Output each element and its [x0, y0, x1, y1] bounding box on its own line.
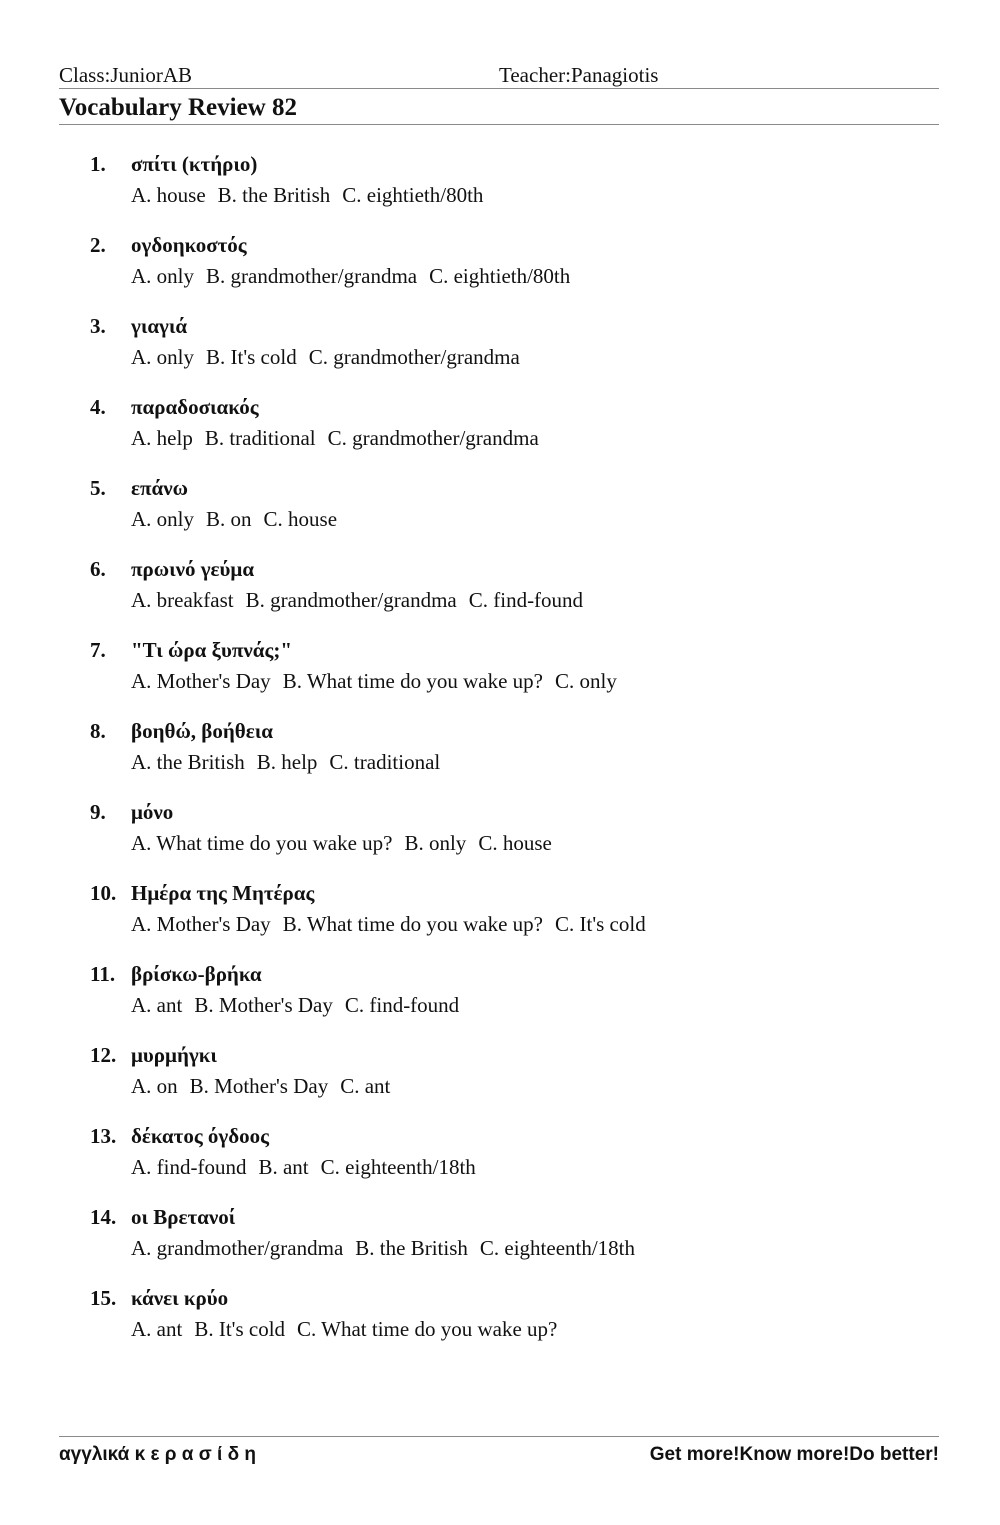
answer-option[interactable]: B. on — [206, 507, 252, 531]
question-item — [90, 231, 950, 312]
question-item — [90, 1041, 950, 1122]
answer-option[interactable]: B. help — [256, 750, 318, 774]
question-number: 6. — [90, 557, 106, 581]
question-number: 15. — [90, 1286, 117, 1310]
answer-option[interactable]: B. the British — [217, 183, 331, 207]
question-item — [90, 717, 950, 798]
answer-options — [131, 586, 595, 614]
answer-options — [131, 1234, 647, 1262]
question-item — [90, 150, 950, 231]
answer-options — [131, 1315, 569, 1343]
header-divider — [59, 88, 939, 89]
answer-options — [131, 748, 452, 776]
answer-option[interactable]: C. house — [263, 507, 338, 531]
question-item — [90, 1203, 950, 1284]
answer-options — [131, 829, 564, 857]
answer-option[interactable]: B. grandmother/grandma — [245, 588, 457, 612]
answer-option[interactable]: A. ant — [131, 993, 183, 1017]
answer-option[interactable]: C. house — [478, 831, 552, 855]
page-title: Vocabulary Review 82 — [59, 94, 297, 121]
question-item — [90, 636, 950, 717]
question-prompt: "Τι ώρα ξυπνάς;" — [131, 638, 292, 662]
question-prompt: Ημέρα της Μητέρας — [131, 881, 315, 905]
answer-option[interactable]: B. It's cold — [194, 1317, 286, 1341]
footer-brand: αγγλικά κ ε ρ α σ ί δ η — [59, 1444, 256, 1465]
class-label: Class:JuniorAB — [59, 63, 193, 87]
answer-option[interactable]: B. grandmother/grandma — [206, 264, 418, 288]
answer-option[interactable]: A. ant — [131, 1317, 183, 1341]
answer-option[interactable]: C. only — [555, 669, 617, 693]
question-prompt: κάνει κρύο — [131, 1286, 229, 1310]
question-prompt: επάνω — [131, 476, 188, 500]
answer-option[interactable]: C. It's cold — [555, 912, 646, 936]
answer-option[interactable]: A. find-found — [131, 1155, 247, 1179]
answer-options — [131, 343, 532, 371]
answer-option[interactable]: B. only — [404, 831, 467, 855]
question-item — [90, 1122, 950, 1203]
answer-option[interactable]: C. find-found — [468, 588, 584, 612]
question-number: 8. — [90, 719, 106, 743]
question-item — [90, 960, 950, 1041]
question-prompt: σπίτι (κτήριο) — [131, 152, 258, 176]
answer-options — [131, 1072, 402, 1100]
answer-option[interactable]: C. grandmother/grandma — [308, 345, 520, 369]
question-item — [90, 1284, 950, 1365]
answer-option[interactable]: A. Mother's Day — [131, 669, 271, 693]
question-prompt: βρίσκω-βρήκα — [131, 962, 262, 986]
question-item — [90, 879, 950, 960]
question-item — [90, 474, 950, 555]
answer-option[interactable]: A. on — [131, 1074, 178, 1098]
answer-option[interactable]: B. Mother's Day — [189, 1074, 329, 1098]
question-item — [90, 312, 950, 393]
question-number: 4. — [90, 395, 106, 419]
answer-options — [131, 181, 495, 209]
footer — [59, 1442, 939, 1468]
answer-option[interactable]: A. only — [131, 345, 194, 369]
answer-option[interactable]: C. ant — [340, 1074, 391, 1098]
question-prompt: παραδοσιακός — [131, 395, 259, 419]
answer-options — [131, 262, 582, 290]
question-number: 13. — [90, 1124, 117, 1148]
answer-options — [131, 991, 471, 1019]
question-number: 11. — [90, 962, 116, 986]
answer-option[interactable]: C. find-found — [344, 993, 460, 1017]
answer-option[interactable]: A. What time do you wake up? — [131, 831, 393, 855]
question-prompt: πρωινό γεύμα — [131, 557, 255, 581]
question-prompt: οι Βρετανοί — [131, 1205, 236, 1229]
answer-options — [131, 505, 349, 533]
answer-options — [131, 910, 658, 938]
question-item — [90, 555, 950, 636]
question-prompt: δέκατος όγδοος — [131, 1124, 270, 1148]
answer-option[interactable]: A. breakfast — [131, 588, 234, 612]
answer-option[interactable]: C. eightieth/80th — [429, 264, 571, 288]
answer-options — [131, 1153, 488, 1181]
question-number: 2. — [90, 233, 106, 257]
answer-options — [131, 667, 629, 695]
teacher-label: Teacher:Panagiotis — [499, 63, 659, 87]
question-number: 10. — [90, 881, 117, 905]
question-item — [90, 798, 950, 879]
question-prompt: βοηθώ, βοήθεια — [131, 719, 273, 743]
answer-option[interactable]: B. Mother's Day — [194, 993, 333, 1017]
question-prompt: ογδοηκοστός — [131, 233, 247, 257]
question-prompt: μόνο — [131, 800, 174, 824]
answer-option[interactable]: C. eightieth/80th — [342, 183, 484, 207]
answer-option[interactable]: C. What time do you wake up? — [297, 1317, 558, 1341]
answer-option[interactable]: C. eighteenth/18th — [320, 1155, 476, 1179]
answer-option[interactable]: C. eighteenth/18th — [479, 1236, 636, 1260]
question-number: 12. — [90, 1043, 117, 1067]
question-item — [90, 393, 950, 474]
answer-option[interactable]: C. traditional — [329, 750, 441, 774]
answer-option[interactable]: B. ant — [258, 1155, 309, 1179]
footer-divider — [59, 1436, 939, 1437]
answer-option[interactable]: B. the British — [355, 1236, 468, 1260]
question-number: 3. — [90, 314, 106, 338]
answer-option[interactable]: A. grandmother/grandma — [131, 1236, 344, 1260]
answer-option[interactable]: A. help — [131, 426, 193, 450]
question-number: 7. — [90, 638, 106, 662]
question-number: 1. — [90, 152, 106, 176]
answer-option[interactable]: A. only — [131, 264, 194, 288]
answer-option[interactable]: A. Mother's Day — [131, 912, 271, 936]
answer-option[interactable]: A. the British — [131, 750, 245, 774]
question-number: 5. — [90, 476, 106, 500]
answer-option[interactable]: B. traditional — [204, 426, 316, 450]
answer-option[interactable]: B. What time do you wake up? — [282, 669, 543, 693]
answer-option[interactable]: B. It's cold — [206, 345, 297, 369]
question-number: 9. — [90, 800, 106, 824]
title-divider — [59, 124, 939, 125]
answer-option[interactable]: B. What time do you wake up? — [282, 912, 543, 936]
answer-option[interactable]: A. house — [131, 183, 206, 207]
answer-options — [131, 424, 551, 452]
footer-slogan: Get more!Know more!Do better! — [649, 1444, 939, 1465]
header-row — [59, 62, 939, 88]
answer-option[interactable]: C. grandmother/grandma — [327, 426, 539, 450]
question-number: 14. — [90, 1205, 117, 1229]
question-list — [90, 150, 950, 1365]
answer-option[interactable]: A. only — [131, 507, 194, 531]
question-prompt: γιαγιά — [131, 314, 188, 338]
question-prompt: μυρμήγκι — [131, 1043, 217, 1067]
